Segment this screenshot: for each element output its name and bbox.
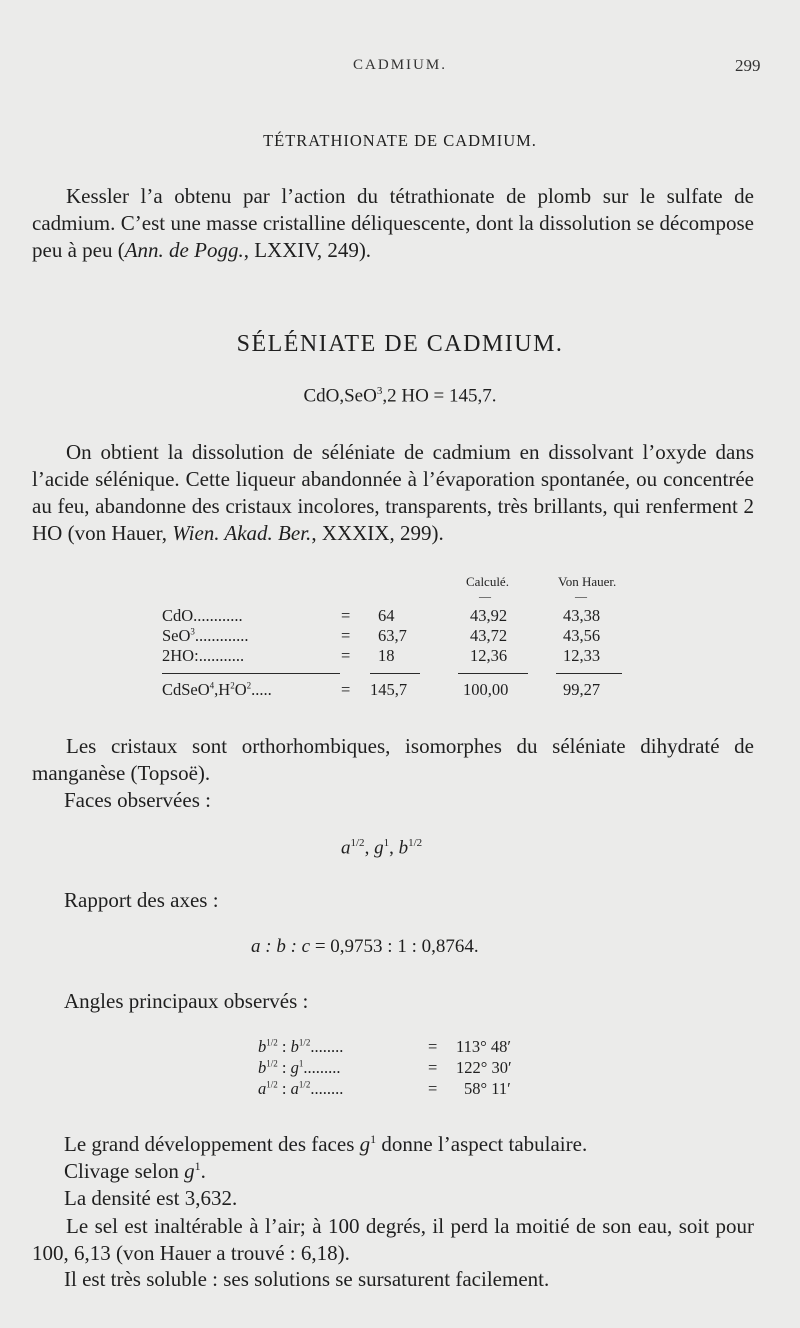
text-run: : <box>277 1058 291 1077</box>
text-run: On obtient la dissolution de séléniate de cadmium en dissolvant l’oxyde dans l’acide sélénique. Cette liqueur abandonnée à l’évaporation spontanée, ou concentrée au feu, abandonne des cristaux incolores, transparents, très brillants, qui renferment 2 HO (von Hauer, <box>32 440 754 545</box>
text-run: , <box>389 837 399 859</box>
leader-dots: ......... <box>303 1058 341 1077</box>
text-run: b <box>258 1037 267 1056</box>
paragraph-text <box>32 183 754 264</box>
text-run: O <box>234 680 247 699</box>
line-development <box>64 1132 587 1157</box>
section-title-tetrathionate: TÉTRATHIONATE DE CADMIUM. <box>263 131 537 150</box>
leader-dots: ............. <box>194 626 249 645</box>
superscript: 1/2 <box>266 1079 278 1090</box>
paragraph-crystals <box>32 733 754 787</box>
superscript: 3 <box>190 626 195 637</box>
text-run: a <box>290 1079 299 1098</box>
superscript: 2 <box>246 680 252 691</box>
superscript: 2 <box>230 680 235 691</box>
angle-pair <box>258 1058 340 1078</box>
table-row-formula <box>162 626 249 646</box>
superscript: 1 <box>383 837 390 849</box>
table-rule <box>556 673 622 674</box>
angle-value: 58° 11′ <box>464 1079 511 1098</box>
superscript: 1 <box>194 1159 201 1173</box>
superscript: 1/2 <box>266 1037 278 1048</box>
table-calculated: 100,00 <box>463 680 509 699</box>
angle-equals: = <box>428 1037 438 1056</box>
leader-dots: ........... <box>198 646 245 665</box>
superscript: 1 <box>298 1058 304 1069</box>
text-run: , LXXIV, 249). <box>243 238 372 262</box>
table-von-hauer: 12,33 <box>563 646 601 665</box>
paragraph-salt <box>32 1213 754 1267</box>
table-value: 145,7 <box>370 680 408 699</box>
page-number: 299 <box>735 56 761 75</box>
axes-label: Rapport des axes : <box>64 888 219 912</box>
table-value: 64 <box>378 606 395 625</box>
superscript: 1/2 <box>350 837 365 849</box>
text-run: ,2 HO = 145,7. <box>382 385 497 407</box>
superscript: 1 <box>370 1132 377 1146</box>
text-run: b <box>258 1058 267 1077</box>
faces-label: Faces observées : <box>64 788 211 812</box>
table-von-hauer: 99,27 <box>563 680 601 699</box>
table-rule <box>458 673 528 674</box>
text-run: Kessler l’a obtenu par l’action du tétrathionate de plomb sur le sulfate de cadmium. C’est une masse cristalline déliquescente, dont la dissolution se décompose peu à peu ( <box>32 184 754 262</box>
angle-pair <box>258 1037 343 1057</box>
text-run: : <box>277 1079 291 1098</box>
leader-dots: ..... <box>251 680 272 699</box>
table-row-formula <box>162 646 244 666</box>
paragraph-tetrathionate <box>32 183 754 264</box>
text-run: CdO,SeO <box>303 385 377 407</box>
text-run: a : b : c <box>251 936 311 957</box>
table-equals: = <box>341 646 351 665</box>
angle-equals: = <box>428 1079 438 1098</box>
line-cleavage <box>64 1159 206 1184</box>
text-run: a <box>341 837 351 859</box>
text-run: donne l’aspect tabulaire. <box>376 1132 588 1156</box>
header-dash: — <box>479 589 491 603</box>
angle-equals: = <box>428 1058 438 1077</box>
angle-value: 122° 30′ <box>456 1058 512 1077</box>
table-calculated: 43,72 <box>470 626 508 645</box>
superscript: 1/2 <box>408 837 423 849</box>
table-von-hauer: 43,56 <box>563 626 601 645</box>
text-run: SeO <box>162 626 191 645</box>
journal-reference: Wien. Akad. Ber. <box>172 521 312 545</box>
superscript: 4 <box>209 680 215 691</box>
text-run: : <box>194 646 199 665</box>
table-rule <box>370 673 420 674</box>
table-equals: = <box>341 626 351 645</box>
text-run: . <box>200 1159 206 1183</box>
text-run: g <box>290 1058 299 1077</box>
table-calculated: 43,92 <box>470 606 508 625</box>
text-run: a <box>258 1079 267 1098</box>
paragraph-text: Le sel est inaltérable à l’air; à 100 degrés, il perd la moitié de son eau, soit pour 100, 6,13 (von Hauer a trouvé : 6,18). <box>32 1214 754 1265</box>
text-run: , <box>364 837 375 859</box>
faces-formula <box>341 837 422 859</box>
text-run: Le grand développement des faces <box>64 1132 360 1156</box>
text-run: g <box>359 1132 371 1156</box>
axes-ratio <box>251 936 479 958</box>
running-title: CADMIUM. <box>353 57 447 73</box>
column-header-calcule: Calculé. <box>466 574 509 589</box>
journal-reference: Ann. de Pogg. <box>124 238 244 262</box>
text-run: CdO <box>162 606 194 625</box>
text-run: g <box>184 1159 195 1183</box>
text-run: ,H <box>214 680 231 699</box>
section-title-seleniate: SÉLÉNIATE DE CADMIUM. <box>236 331 564 357</box>
superscript: 1/2 <box>298 1037 311 1048</box>
header-dash: — <box>575 589 587 603</box>
text-run: CdSeO <box>162 680 210 699</box>
table-equals: = <box>341 606 351 625</box>
paragraph-text <box>32 439 754 547</box>
angle-value: 113° 48′ <box>456 1037 511 1056</box>
table-von-hauer: 43,38 <box>563 606 601 625</box>
paragraph-seleniate-preparation <box>32 439 754 547</box>
table-row-formula <box>162 606 243 626</box>
line-density: La densité est 3,632. <box>64 1186 238 1210</box>
angle-pair <box>258 1079 343 1099</box>
text-run: : <box>277 1037 291 1056</box>
angles-label: Angles principaux observés : <box>64 989 309 1013</box>
column-header-von-hauer: Von Hauer. <box>558 574 617 589</box>
line-solubility: Il est très soluble : ses solutions se sursaturent facilement. <box>64 1267 550 1291</box>
leader-dots: ............ <box>193 606 243 625</box>
table-equals: = <box>341 680 351 699</box>
text-run: b <box>398 837 409 859</box>
leader-dots: ........ <box>310 1079 344 1098</box>
superscript: 3 <box>376 385 383 397</box>
chemical-formula <box>0 385 800 407</box>
text-run: , XXXIX, 299). <box>311 521 444 545</box>
leader-dots: ........ <box>310 1037 344 1056</box>
table-value: 18 <box>378 646 395 665</box>
table-value: 63,7 <box>378 626 407 645</box>
table-total-formula <box>162 680 272 700</box>
text-run: Clivage selon <box>64 1159 185 1183</box>
text-run: b <box>290 1037 299 1056</box>
table-rule <box>162 673 340 674</box>
superscript: 1/2 <box>266 1058 278 1069</box>
paragraph-text: Les cristaux sont orthorhombiques, isomorphes du séléniate dihydraté de manganèse (Topsoë). <box>32 734 754 785</box>
text-run: g <box>374 837 384 859</box>
table-calculated: 12,36 <box>470 646 508 665</box>
superscript: 1/2 <box>298 1079 311 1090</box>
text-run: = 0,9753 : 1 : 0,8764. <box>310 936 479 957</box>
text-run: 2HO <box>162 646 195 665</box>
